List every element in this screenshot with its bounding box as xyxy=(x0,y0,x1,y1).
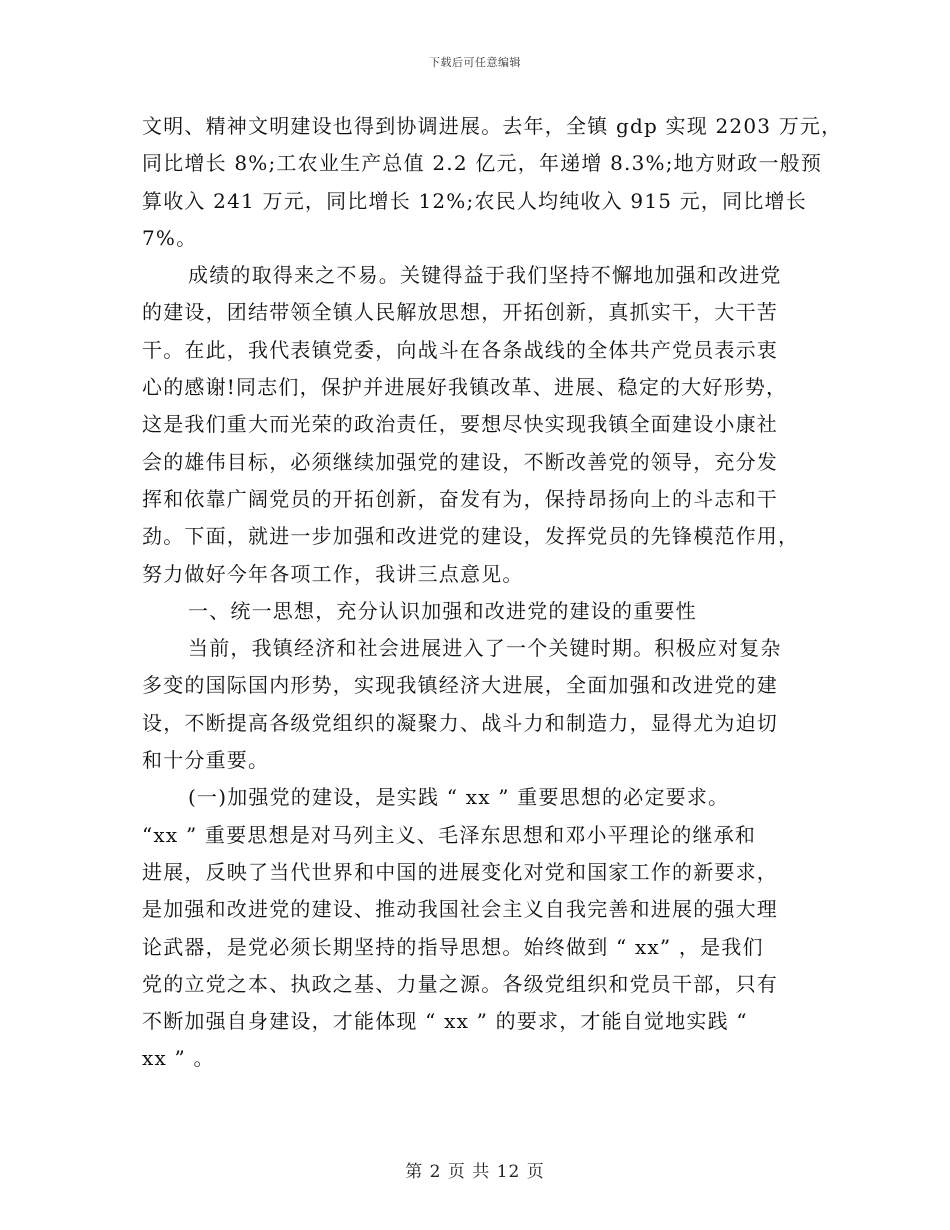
paragraph xyxy=(142,257,822,593)
page-footer: 第 2 页 共 12 页 xyxy=(405,1162,545,1182)
paragraph xyxy=(142,593,822,630)
text-line: 文明、精神文明建设也得到协调进展。去年，全镇 gdp 实现 2203 万元， xyxy=(142,114,843,138)
text-line: 7%。 xyxy=(142,225,198,250)
text-line: 党的立党之本、执政之基、力量之源。各级党组织和党员干部，只有 xyxy=(142,971,778,996)
text-line: 论武器，是党必须长期坚持的指导思想。始终做到 “ xx” ，是我们 xyxy=(142,934,764,959)
paragraph xyxy=(142,630,822,779)
text-line: 成绩的取得来之不易。关键得益于我们坚持不懈地加强和改进党 xyxy=(188,263,782,288)
text-line: 挥和依靠广阔党员的开拓创新，奋发有为，保持昂扬向上的斗志和干 xyxy=(142,486,778,511)
text-line: 当前，我镇经济和社会进展进入了一个关键时期。积极应对复杂 xyxy=(188,636,782,661)
text-line: 心的感谢!同志们，保护并进展好我镇改革、进展、稳定的大好形势， xyxy=(142,375,788,400)
text-line: 是加强和改进党的建设、推动我国社会主义自我完善和进展的强大理 xyxy=(142,897,778,922)
text-line: 努力做好今年各项工作，我讲三点意见。 xyxy=(142,561,524,586)
text-line: 进展，反映了当代世界和中国的进展变化对党和国家工作的新要求， xyxy=(142,859,778,884)
text-line: 同比增长 8%;工农业生产总值 2.2 亿元，年递增 8.3%;地方财政一般预 xyxy=(142,151,823,176)
text-line: xx ” 。 xyxy=(142,1046,215,1071)
text-line: 一、统一思想，充分认识加强和改进党的建设的重要性 xyxy=(188,598,697,623)
paragraph xyxy=(142,108,843,257)
text-line: 不断加强自身建设，才能体现 “ xx ” 的要求，才能自觉地实践 “ xyxy=(142,1009,748,1034)
text-line: 多变的国际国内形势，实现我镇经济大进展，全面加强和改进党的建 xyxy=(142,673,778,698)
text-line: 干。在此，我代表镇党委，向战斗在各条战线的全体共产党员表示衷 xyxy=(142,337,778,362)
text-line: 和十分重要。 xyxy=(142,748,270,773)
text-line: 设，不断提高各级党组织的凝聚力、战斗力和制造力，显得尤为迫切 xyxy=(142,710,778,735)
text-line: 算收入 241 万元，同比增长 12%;农民人均纯收入 915 元，同比增长 xyxy=(142,188,807,213)
document-body xyxy=(142,108,843,1078)
text-line: 劲。下面，就进一步加强和改进党的建设，发挥党员的先锋模范作用， xyxy=(142,524,800,549)
text-line: 的建设，团结带领全镇人民解放思想，开拓创新，真抓实干，大干苦 xyxy=(142,300,778,325)
text-line: 这是我们重大而光荣的政治责任，要想尽快实现我镇全面建设小康社 xyxy=(142,412,778,437)
text-line: 会的雄伟目标，必须继续加强党的建设，不断改善党的领导，充分发 xyxy=(142,449,778,474)
text-line: (一)加强党的建设，是实践 “ xx ” 重要思想的必定要求。 xyxy=(188,785,730,810)
page-header: 下载后可任意编辑 xyxy=(429,56,521,69)
text-line: “xx ” 重要思想是对马列主义、毛泽东思想和邓小平理论的继承和 xyxy=(142,822,757,847)
paragraph xyxy=(142,779,822,1077)
